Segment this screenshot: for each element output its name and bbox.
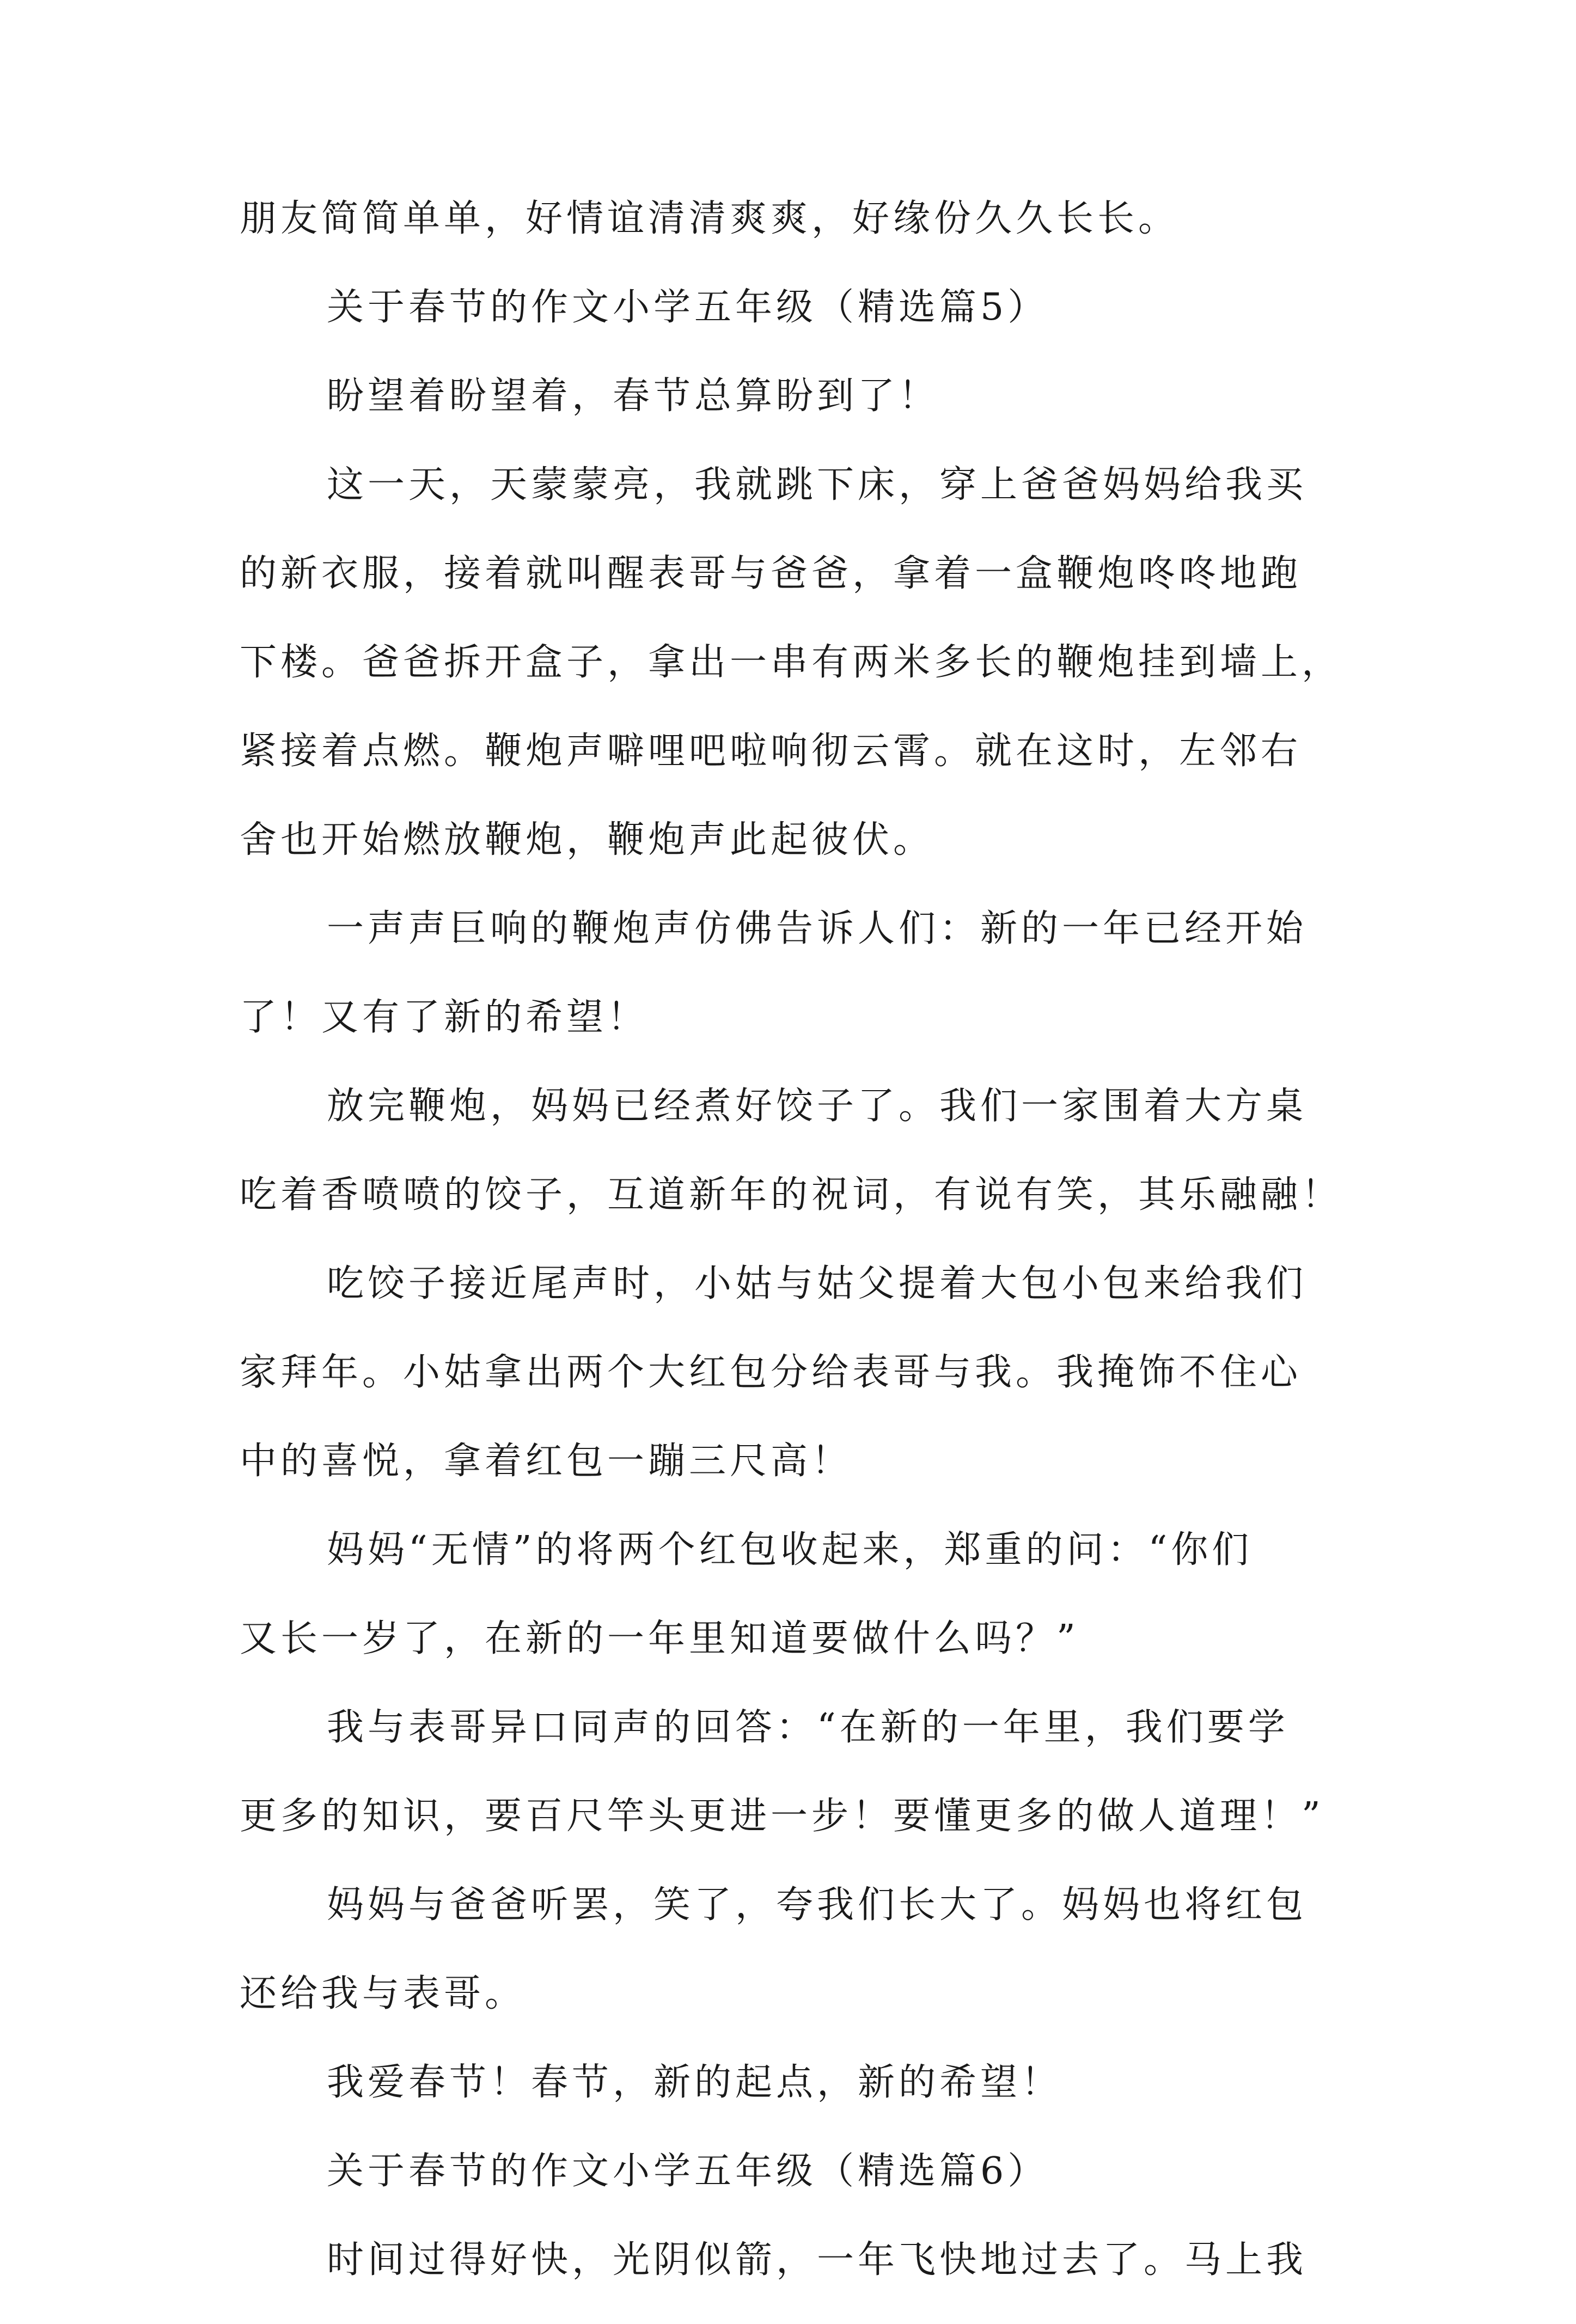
text-line: 盼望着盼望着，春节总算盼到了！ [327, 375, 940, 418]
text-line: 吃着香喷喷的饺子，互道新年的祝词，有说有笑，其乐融融！ [240, 1173, 1343, 1216]
text-line: 又长一岁了，在新的一年里知道要做什么吗？” [240, 1617, 1079, 1660]
text-line: 放完鞭炮，妈妈已经煮好饺子了。我们一家围着大方桌 [327, 1085, 1308, 1128]
text-line: 我与表哥异口同声的回答：“在新的一年里，我们要学 [327, 1706, 1289, 1749]
text-line: 了！又有了新的希望！ [240, 996, 649, 1039]
text-line: 关于春节的作文小学五年级（精选篇6） [327, 2150, 1049, 2193]
text-line: 还给我与表哥。 [240, 1972, 526, 2015]
text-line: 我爱春节！春节，新的起点，新的希望！ [327, 2061, 1062, 2104]
text-line: 妈妈与爸爸听罢，笑了，夸我们长大了。妈妈也将红包 [327, 1883, 1308, 1927]
text-line: 吃饺子接近尾声时，小姑与姑父提着大包小包来给我们 [327, 1262, 1308, 1305]
text-line: 关于春节的作文小学五年级（精选篇5） [327, 286, 1049, 329]
text-line: 妈妈“无情”的将两个红包收起来，郑重的问：“你们 [327, 1528, 1253, 1571]
text-line: 舍也开始燃放鞭炮，鞭炮声此起彼伏。 [240, 818, 934, 861]
text-line: 一声声巨响的鞭炮声仿佛告诉人们：新的一年已经开始 [327, 907, 1308, 950]
text-line: 更多的知识，要百尺竿头更进一步！要懂更多的做人道理！” [240, 1795, 1324, 1838]
text-line: 下楼。爸爸拆开盒子，拿出一串有两米多长的鞭炮挂到墙上， [240, 641, 1343, 684]
text-line: 中的喜悦，拿着红包一蹦三尺高！ [240, 1440, 853, 1483]
text-line: 的新衣服，接着就叫醒表哥与爸爸，拿着一盒鞭炮咚咚地跑 [240, 552, 1302, 595]
text-line: 紧接着点燃。鞭炮声噼哩吧啦响彻云霄。就在这时，左邻右 [240, 730, 1302, 773]
text-line: 朋友简简单单，好情谊清清爽爽，好缘份久久长长。 [240, 197, 1180, 240]
text-line: 时间过得好快，光阴似箭，一年飞快地过去了。马上我 [327, 2239, 1308, 2282]
text-line: 家拜年。小姑拿出两个大红包分给表哥与我。我掩饰不住心 [240, 1351, 1302, 1394]
article-body [240, 194, 1351, 2324]
text-line: 这一天，天蒙蒙亮，我就跳下床，穿上爸爸妈妈给我买 [327, 463, 1308, 506]
